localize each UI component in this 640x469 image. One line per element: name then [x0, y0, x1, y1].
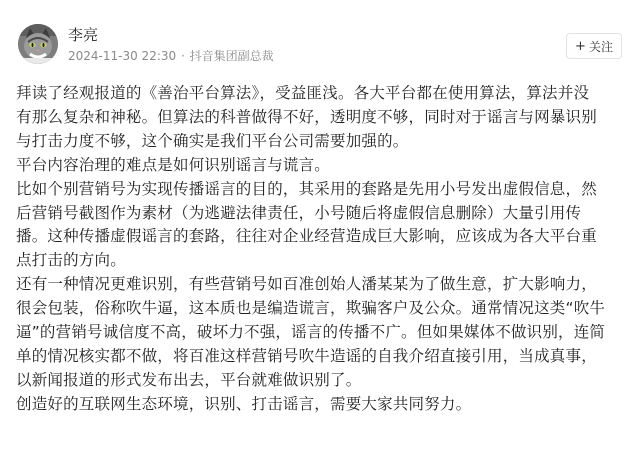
content-line: 逼”的营销号诚信度不高，破坏力不强，谣言的传播不广。但如果媒体不做识别，连简: [16, 323, 606, 342]
meta-separator: ·: [180, 49, 185, 63]
content-line: 平台内容治理的难点是如何识别谣言与谎言。: [16, 155, 331, 174]
post-content: [16, 82, 628, 417]
content-line: 比如个别营销号为实现传播谣言的目的，其采用的套路是先用小号发出虚假信息，然: [16, 179, 597, 198]
author-name[interactable]: 李亮: [68, 26, 99, 44]
content-line: 后营销号截图作为素材（为逃避法律责任，小号随后将虚假信息删除）大量引用传: [16, 203, 582, 222]
content-line: 单的情况核实都不做，将百准这样营销号吹牛造谣的自我介绍直接引用，当成真事，: [16, 346, 597, 365]
post-meta: [68, 48, 274, 64]
author-title: 抖音集团副总裁: [189, 49, 274, 63]
plus-icon: +: [575, 38, 586, 54]
cat-avatar-icon: [18, 24, 58, 64]
content-line: 很会包装，俗称吹牛逼，这本质也是编造谎言，欺骗客户及公众。通常情况这类“吹牛: [16, 299, 606, 318]
content-line: 创造好的互联网生态环境，识别、打击谣言，需要大家共同努力。: [16, 394, 472, 413]
content-line: 以新闻报道的形式发布出去，平台就难做识别了。: [16, 370, 362, 389]
content-line: 点打击的方向。: [16, 251, 126, 270]
follow-button-label: 关注: [588, 39, 613, 54]
content-line: 有那么复杂和神秘。但算法的科普做得不好，透明度不够，同时对于谣言与网暴识别: [16, 107, 597, 126]
content-line: 播。这种传播虚假谣言的套路，往往对企业经营造成巨大影响，应该成为各大平台重: [16, 227, 597, 246]
content-line: 拜读了经观报道的《善治平台算法》，受益匪浅。各大平台都在使用算法，算法并没: [16, 84, 590, 102]
post-header: [0, 0, 640, 80]
post-timestamp: 2024-11-30 22:30: [68, 49, 177, 63]
author-avatar[interactable]: [18, 24, 58, 64]
content-line: 与打击力度不够，这个确实是我们平台公司需要加强的。: [16, 131, 409, 150]
content-line: 还有一种情况更难识别，有些营销号如百准创始人潘某某为了做生意，扩大影响力，: [16, 275, 597, 294]
follow-button[interactable]: [566, 33, 622, 59]
